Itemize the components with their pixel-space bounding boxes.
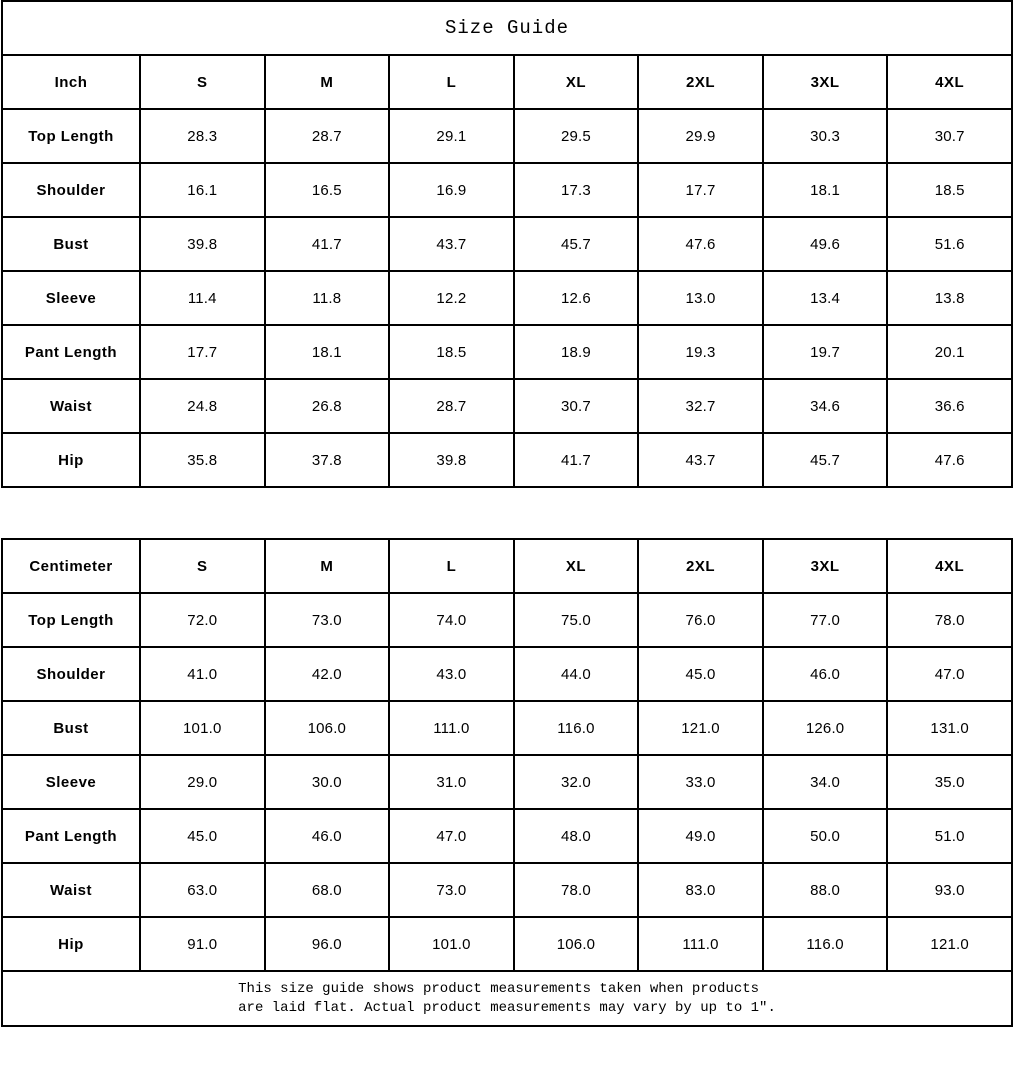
table-row — [2, 863, 1012, 917]
measurement-cell: 106.0 — [265, 701, 390, 755]
measurement-cell: 47.0 — [389, 809, 514, 863]
measurement-cell: 35.8 — [140, 433, 265, 487]
measurement-cell: 26.8 — [265, 379, 390, 433]
measurement-cell: 41.7 — [265, 217, 390, 271]
measurement-cell: 33.0 — [638, 755, 763, 809]
measurement-cell: 11.8 — [265, 271, 390, 325]
footer-note — [238, 980, 776, 1018]
size-column-header: L — [389, 55, 514, 109]
measurement-cell: 16.1 — [140, 163, 265, 217]
measurement-cell: 72.0 — [140, 593, 265, 647]
measurement-cell: 32.0 — [514, 755, 639, 809]
measurement-cell: 18.5 — [389, 325, 514, 379]
measurement-cell: 91.0 — [140, 917, 265, 971]
measurement-cell: 73.0 — [389, 863, 514, 917]
measurement-cell: 101.0 — [389, 917, 514, 971]
measurement-cell: 20.1 — [887, 325, 1012, 379]
measurement-cell: 17.7 — [140, 325, 265, 379]
measurement-cell: 35.0 — [887, 755, 1012, 809]
measurement-cell: 39.8 — [389, 433, 514, 487]
measurement-cell: 49.0 — [638, 809, 763, 863]
footer-note-box — [1, 970, 1013, 1027]
row-label: Hip — [2, 433, 140, 487]
size-column-header: S — [140, 55, 265, 109]
row-label: Shoulder — [2, 647, 140, 701]
table-row — [2, 271, 1012, 325]
measurement-cell: 75.0 — [514, 593, 639, 647]
measurement-cell: 19.3 — [638, 325, 763, 379]
size-table-inch — [1, 54, 1013, 488]
size-column-header: 4XL — [887, 539, 1012, 593]
size-column-header: 4XL — [887, 55, 1012, 109]
measurement-cell: 47.0 — [887, 647, 1012, 701]
footer-note-line1: This size guide shows product measurements taken when products — [238, 980, 760, 997]
footer-note-line2: are laid flat. Actual product measurements may vary by up to 1″. — [238, 999, 776, 1016]
row-label: Hip — [2, 917, 140, 971]
size-guide-sheet — [1, 0, 1013, 1027]
measurement-cell: 51.6 — [887, 217, 1012, 271]
table-row — [2, 701, 1012, 755]
measurement-cell: 24.8 — [140, 379, 265, 433]
measurement-cell: 11.4 — [140, 271, 265, 325]
measurement-cell: 51.0 — [887, 809, 1012, 863]
table-row — [2, 433, 1012, 487]
measurement-cell: 45.0 — [140, 809, 265, 863]
page-title: Size Guide — [444, 17, 570, 39]
measurement-cell: 68.0 — [265, 863, 390, 917]
size-column-header: S — [140, 539, 265, 593]
measurement-cell: 28.7 — [265, 109, 390, 163]
table-gap-spacer — [1, 488, 1013, 540]
table-row — [2, 217, 1012, 271]
measurement-cell: 12.2 — [389, 271, 514, 325]
measurement-cell: 19.7 — [763, 325, 888, 379]
row-label: Bust — [2, 217, 140, 271]
measurement-cell: 49.6 — [763, 217, 888, 271]
table-header-row — [2, 55, 1012, 109]
table-row — [2, 109, 1012, 163]
size-column-header: L — [389, 539, 514, 593]
measurement-cell: 96.0 — [265, 917, 390, 971]
measurement-cell: 50.0 — [763, 809, 888, 863]
measurement-cell: 39.8 — [140, 217, 265, 271]
row-label: Top Length — [2, 593, 140, 647]
size-column-header: M — [265, 539, 390, 593]
size-column-header: 2XL — [638, 539, 763, 593]
table-row — [2, 917, 1012, 971]
measurement-cell: 34.0 — [763, 755, 888, 809]
measurement-cell: 131.0 — [887, 701, 1012, 755]
measurement-cell: 46.0 — [265, 809, 390, 863]
measurement-cell: 88.0 — [763, 863, 888, 917]
measurement-cell: 106.0 — [514, 917, 639, 971]
measurement-cell: 46.0 — [763, 647, 888, 701]
measurement-cell: 43.0 — [389, 647, 514, 701]
row-label: Pant Length — [2, 809, 140, 863]
size-column-header: 2XL — [638, 55, 763, 109]
measurement-cell: 31.0 — [389, 755, 514, 809]
measurement-cell: 29.5 — [514, 109, 639, 163]
table-row — [2, 593, 1012, 647]
measurement-cell: 116.0 — [763, 917, 888, 971]
row-label: Shoulder — [2, 163, 140, 217]
measurement-cell: 18.1 — [763, 163, 888, 217]
measurement-cell: 43.7 — [638, 433, 763, 487]
measurement-cell: 48.0 — [514, 809, 639, 863]
measurement-cell: 37.8 — [265, 433, 390, 487]
measurement-cell: 47.6 — [887, 433, 1012, 487]
size-column-header: M — [265, 55, 390, 109]
measurement-cell: 12.6 — [514, 271, 639, 325]
measurement-cell: 111.0 — [389, 701, 514, 755]
row-label: Sleeve — [2, 271, 140, 325]
size-column-header: 3XL — [763, 55, 888, 109]
measurement-cell: 28.7 — [389, 379, 514, 433]
measurement-cell: 47.6 — [638, 217, 763, 271]
measurement-cell: 121.0 — [887, 917, 1012, 971]
measurement-cell: 16.9 — [389, 163, 514, 217]
table-row — [2, 325, 1012, 379]
size-guide-title-box — [1, 0, 1013, 56]
row-label: Waist — [2, 863, 140, 917]
measurement-cell: 77.0 — [763, 593, 888, 647]
table-header-row — [2, 539, 1012, 593]
row-label: Pant Length — [2, 325, 140, 379]
measurement-cell: 101.0 — [140, 701, 265, 755]
table-row — [2, 755, 1012, 809]
measurement-cell: 34.6 — [763, 379, 888, 433]
measurement-cell: 76.0 — [638, 593, 763, 647]
measurement-cell: 45.7 — [763, 433, 888, 487]
measurement-cell: 29.0 — [140, 755, 265, 809]
measurement-cell: 45.7 — [514, 217, 639, 271]
measurement-cell: 29.1 — [389, 109, 514, 163]
measurement-cell: 78.0 — [514, 863, 639, 917]
measurement-cell: 32.7 — [638, 379, 763, 433]
measurement-cell: 18.1 — [265, 325, 390, 379]
measurement-cell: 44.0 — [514, 647, 639, 701]
size-table-centimeter — [1, 538, 1013, 972]
measurement-cell: 63.0 — [140, 863, 265, 917]
measurement-cell: 41.7 — [514, 433, 639, 487]
measurement-cell: 17.7 — [638, 163, 763, 217]
measurement-cell: 17.3 — [514, 163, 639, 217]
measurement-cell: 126.0 — [763, 701, 888, 755]
measurement-cell: 28.3 — [140, 109, 265, 163]
measurement-cell: 13.8 — [887, 271, 1012, 325]
measurement-cell: 30.3 — [763, 109, 888, 163]
row-label: Top Length — [2, 109, 140, 163]
table-row — [2, 809, 1012, 863]
measurement-cell: 43.7 — [389, 217, 514, 271]
size-column-header: XL — [514, 55, 639, 109]
measurement-cell: 73.0 — [265, 593, 390, 647]
measurement-cell: 74.0 — [389, 593, 514, 647]
measurement-cell: 111.0 — [638, 917, 763, 971]
measurement-cell: 45.0 — [638, 647, 763, 701]
measurement-cell: 83.0 — [638, 863, 763, 917]
measurement-cell: 42.0 — [265, 647, 390, 701]
measurement-cell: 30.7 — [887, 109, 1012, 163]
row-label: Bust — [2, 701, 140, 755]
table-row — [2, 379, 1012, 433]
measurement-cell: 16.5 — [265, 163, 390, 217]
size-column-header: 3XL — [763, 539, 888, 593]
measurement-cell: 30.0 — [265, 755, 390, 809]
measurement-cell: 18.9 — [514, 325, 639, 379]
unit-header-cell: Centimeter — [2, 539, 140, 593]
measurement-cell: 121.0 — [638, 701, 763, 755]
table-row — [2, 163, 1012, 217]
row-label: Waist — [2, 379, 140, 433]
measurement-cell: 29.9 — [638, 109, 763, 163]
unit-header-cell: Inch — [2, 55, 140, 109]
measurement-cell: 36.6 — [887, 379, 1012, 433]
measurement-cell: 30.7 — [514, 379, 639, 433]
measurement-cell: 93.0 — [887, 863, 1012, 917]
size-column-header: XL — [514, 539, 639, 593]
measurement-cell: 78.0 — [887, 593, 1012, 647]
measurement-cell: 41.0 — [140, 647, 265, 701]
table-row — [2, 647, 1012, 701]
measurement-cell: 116.0 — [514, 701, 639, 755]
measurement-cell: 18.5 — [887, 163, 1012, 217]
measurement-cell: 13.0 — [638, 271, 763, 325]
row-label: Sleeve — [2, 755, 140, 809]
measurement-cell: 13.4 — [763, 271, 888, 325]
